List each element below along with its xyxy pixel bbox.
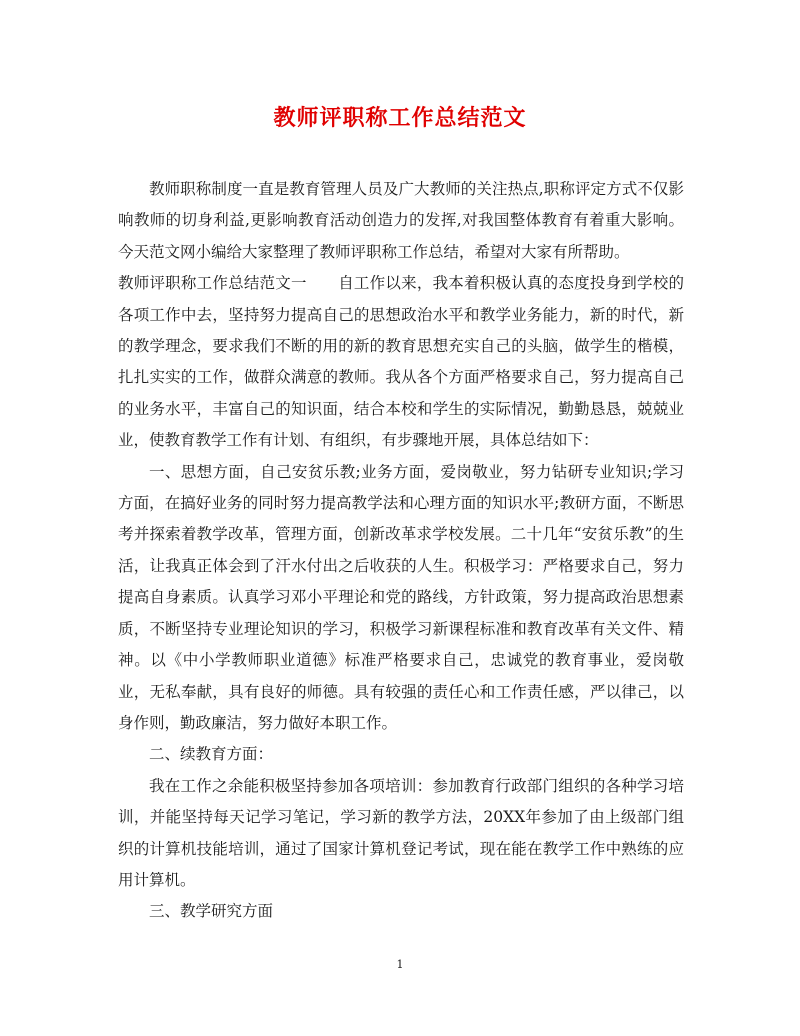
heading-teaching-research: 三、教学研究方面 bbox=[149, 902, 274, 921]
page-number: 1 bbox=[396, 958, 404, 971]
heading-continuing-education: 二、续教育方面： bbox=[149, 745, 274, 764]
paragraph-sample-one: 教师评职称工作总结范文一 自工作以来，我本着积极认真的态度投身到学校的各项工作中去，坚持努力提高自己的思想政治水平和教学业务能力，新的时代，新的教学理念，要求我们不断的用的新的教育思想充实自己的头脑，做学生的楷模，扎扎实实的工作，做群众满意的教师。我从各个方面严格要求自己，努力提高自己的业务水平，丰富自己的知识面，结合本校和学生的实际情况，勤勤恳恳，兢兢业业，使教育教学工作有计划、有组织，有步骤地开展，具体总结如下： bbox=[118, 274, 684, 450]
paragraph-thought: 一、思想方面，自己安贫乐教;业务方面，爱岗敬业，努力钻研专业知识;学习方面，在搞好业务的同时努力提高教学法和心理方面的知识水平;教研方面，不断思考并探索着教学改革，管理方面，创新改革求学校发展。二十几年“安贫乐教”的生活，让我真正体会到了汗水付出之后收获的人生。积极学习：严格要求自己，努力提高自身素质。认真学习邓小平理论和党的路线，方针政策，努力提高政治思想素质，不断坚持专业理论知识的学习，积极学习新课程标准和教育改革有关文件、精神。以《中小学教师职业道德》标准严格要求自己，忠诚党的教育事业，爱岗敬业，无私奉献，具有良好的师德。具有较强的责任心和工作责任感，严以律己，以身作则，勤政廉洁，努力做好本职工作。 bbox=[118, 462, 684, 732]
document-body bbox=[118, 174, 684, 928]
paragraph-intro: 教师职称制度一直是教育管理人员及广大教师的关注热点,职称评定方式不仅影响教师的切身利益,更影响教育活动创造力的发挥,对我国整体教育有着重大影响。今天范文网小编给大家整理了教师评职称工作总结，希望对大家有所帮助。 bbox=[118, 180, 684, 261]
paragraph-continuing-education: 我在工作之余能积极坚持参加各项培训：参加教育行政部门组织的各种学习培训，并能坚持每天记学习笔记，学习新的教学方法，20XX年参加了由上级部门组织的计算机技能培训，通过了国家计算机登记考试，现在能在教学工作中熟练的应用计算机。 bbox=[118, 776, 684, 889]
document-title: 教师评职称工作总结范文 bbox=[273, 106, 527, 131]
